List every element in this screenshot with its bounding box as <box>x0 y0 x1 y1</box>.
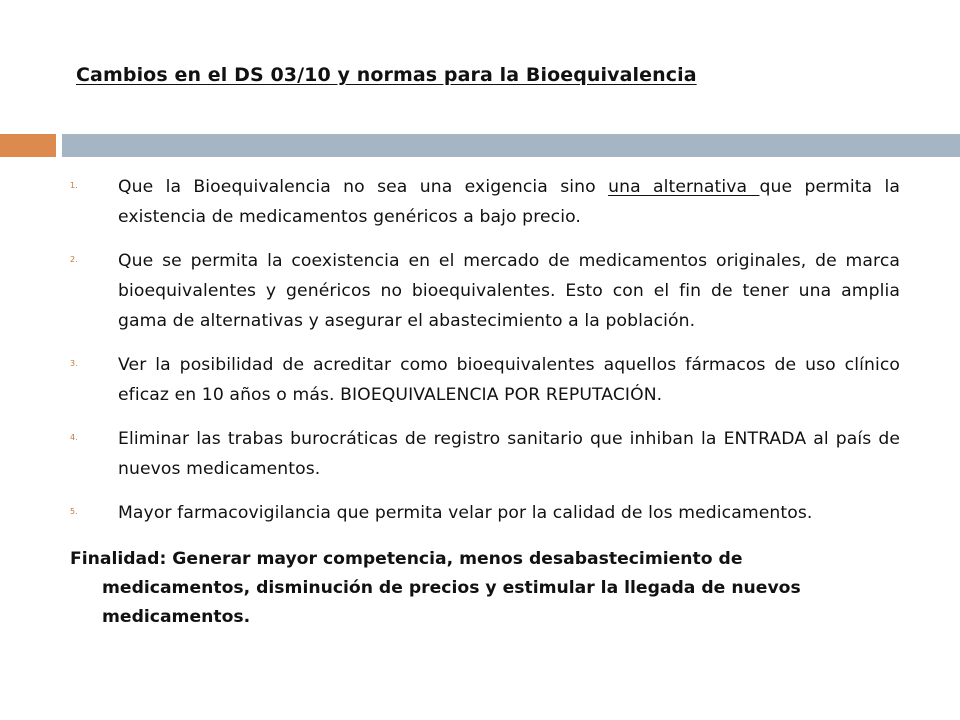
conclusion-text: Finalidad: Generar mayor competencia, menos desabastecimiento de medicamentos, disminución de precios y estimular la llegada de nuevos medicamentos. <box>70 549 801 627</box>
list-item <box>70 172 900 232</box>
list-number: 3. <box>70 359 78 368</box>
list-item-text: Mayor farmacovigilancia que permita velar por la calidad de los medicamentos. <box>118 503 813 523</box>
list-item <box>70 246 900 336</box>
list-item <box>70 424 900 484</box>
list-number: 2. <box>70 255 78 264</box>
list-item-text: Que la Bioequivalencia no sea una exigencia sino una alternativa que permita la existencia de medicamentos genéricos a bajo precio. <box>118 177 901 227</box>
list-item <box>70 350 900 410</box>
accent-bar-gray <box>62 134 960 157</box>
list-number: 5. <box>70 507 78 516</box>
list-number: 1. <box>70 181 78 190</box>
changes-list <box>70 172 900 542</box>
underlined-phrase: una alternativa <box>608 177 760 197</box>
list-item-text: Ver la posibilidad de acreditar como bioequivalentes aquellos fármacos de uso clínico eficaz en 10 años o más. BIOEQUIVALENCIA POR REPUTACIÓN. <box>118 355 900 405</box>
list-item-text: Que se permita la coexistencia en el mercado de medicamentos originales, de marca bioequivalentes y genéricos no bioequivalentes. Esto con el fin de tener una amplia gama de alternativas y asegurar el abastecimiento a la población. <box>118 251 900 331</box>
list-number: 4. <box>70 433 78 442</box>
list-item-text: Eliminar las trabas burocráticas de registro sanitario que inhiban la ENTRADA al país de nuevos medicamentos. <box>118 429 900 479</box>
accent-bar-orange <box>0 134 56 157</box>
list-item <box>70 498 900 528</box>
slide-title: Cambios en el DS 03/10 y normas para la Bioequivalencia <box>76 64 697 86</box>
